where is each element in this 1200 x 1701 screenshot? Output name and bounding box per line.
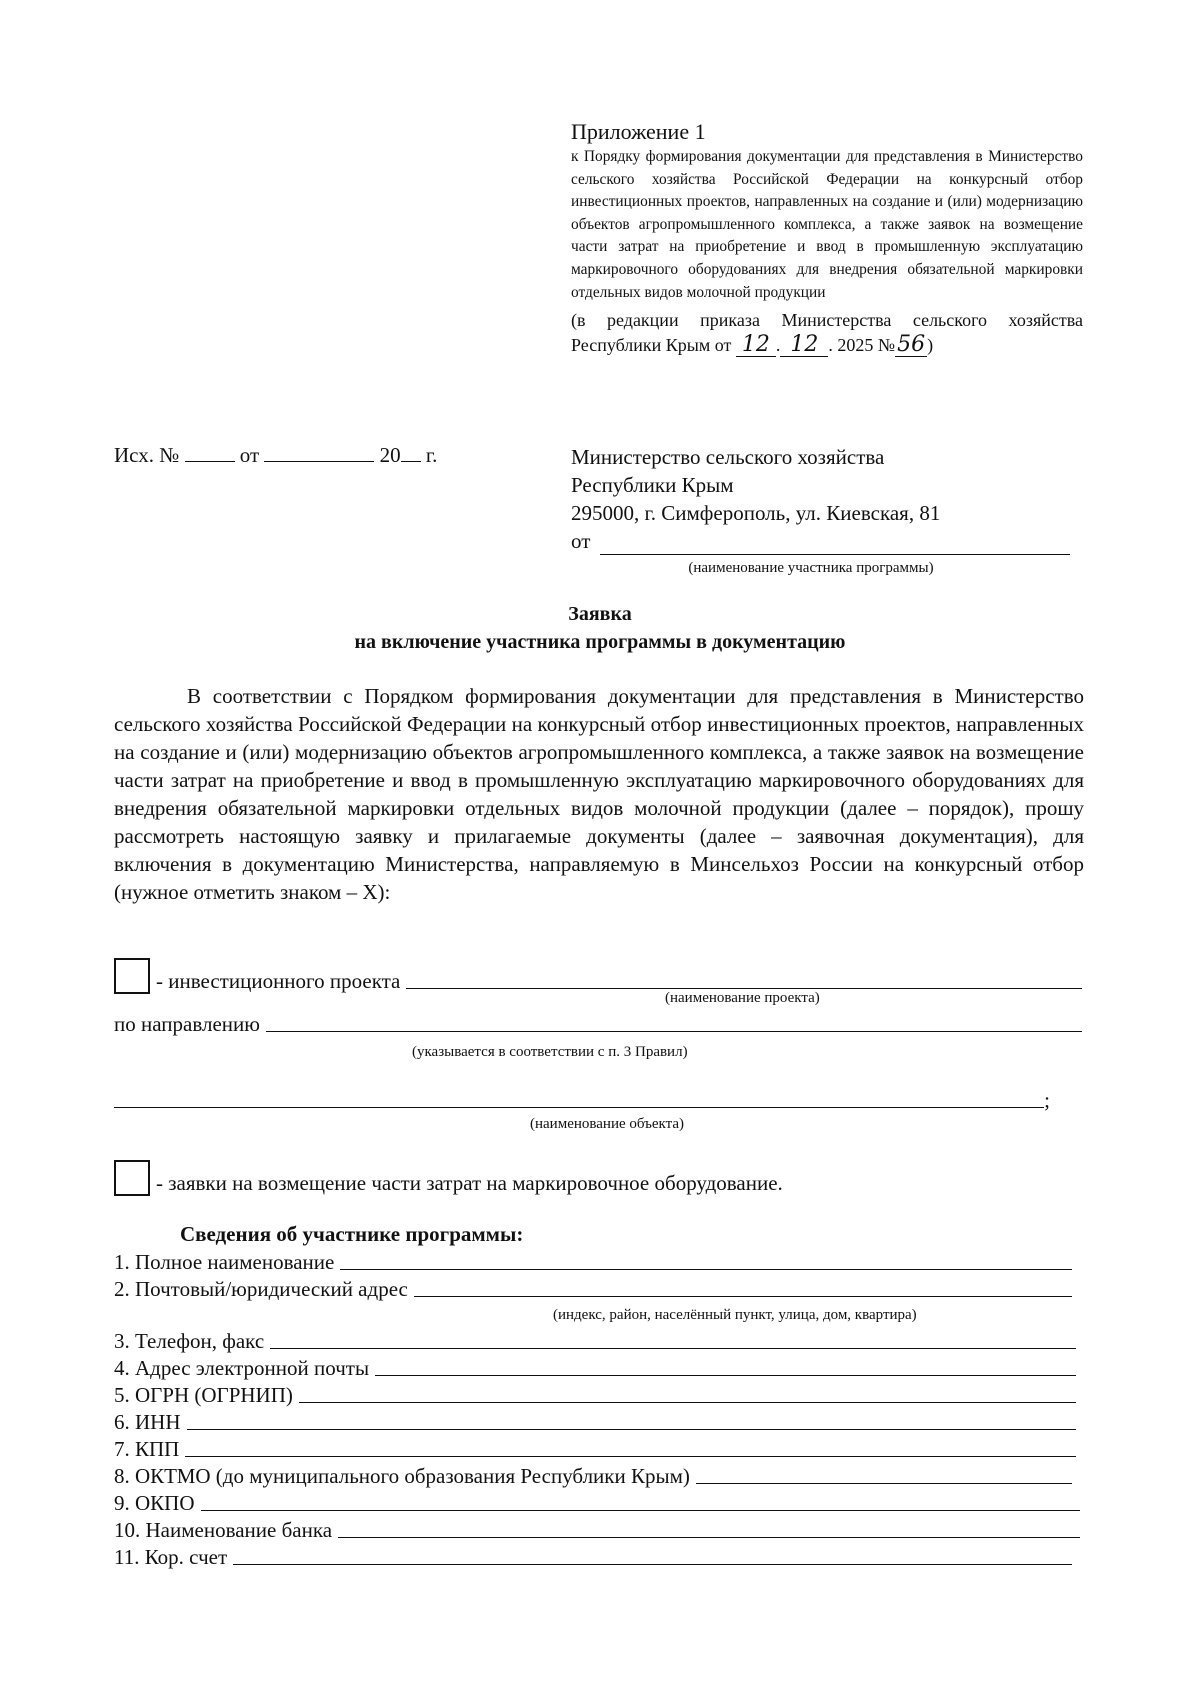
request-body-text: В соответствии с Порядком формирования документации для представления в Министерство сельского хозяйства Российской Федерации на конкурсный отбор инвестиционных проектов, направленных на создание и (или) модернизацию объектов агропромышленного комплекса, а также заявок на возмещение части затрат на приобретение и ввод в промышленную эксплуатацию маркировочного оборудованиях для внедрения обязательной маркировки отдельных видов молочной продукции (далее – порядок), прошу рассмотреть настоящую заявку и прилагаемые документы (далее – заявочная документация), для включения в документацию Министерства, направляемую в Минсельхоз России на конкурсный отбор (нужное отметить знаком – Х):	[114, 684, 1084, 904]
option-project-row	[114, 958, 1082, 994]
info-field-phone[interactable]	[270, 1347, 1076, 1349]
appendix-block	[571, 118, 1083, 358]
edition-prefix: (в редакции приказа Министерства сельского хозяйства Республики Крым от	[571, 310, 1083, 356]
info-field-full-name[interactable]	[340, 1268, 1072, 1270]
edition-suffix: )	[927, 335, 934, 356]
info-label: 4. Адрес электронной почты	[114, 1356, 370, 1380]
participant-heading: Сведения об участнике программы:	[180, 1222, 524, 1246]
info-item-6	[114, 1410, 1076, 1435]
direction-row	[114, 1012, 1082, 1037]
info-item-7	[114, 1437, 1076, 1462]
info-field-inn[interactable]	[187, 1428, 1077, 1430]
info-label: 5. ОГРН (ОГРНИП)	[114, 1383, 293, 1407]
info-label: 6. ИНН	[114, 1410, 181, 1434]
direction-caption: (указывается в соответствии с п. 3 Правил)	[412, 1044, 688, 1060]
info-field-address[interactable]	[414, 1295, 1072, 1297]
document-title-line-1: Заявка	[568, 603, 632, 625]
addressee-block	[571, 443, 1051, 555]
info-item-3	[114, 1329, 1076, 1354]
object-end: ;	[1044, 1088, 1050, 1112]
info-item-11	[114, 1545, 1072, 1570]
project-checkbox[interactable]	[114, 958, 150, 994]
info-field-ogrn[interactable]	[299, 1401, 1076, 1403]
object-name-field[interactable]	[114, 1106, 1044, 1108]
object-row	[114, 1088, 1050, 1113]
participant-name-field[interactable]	[600, 536, 1070, 555]
outgoing-g-label: г.	[425, 443, 438, 467]
info-field-email[interactable]	[375, 1374, 1076, 1376]
project-label: - инвестиционного проекта	[156, 969, 401, 993]
document-title	[0, 600, 1200, 656]
addressee-line-1: Министерство сельского хозяйства	[571, 445, 885, 469]
info-label: 8. ОКТМО (до муниципального образования Республики Крым)	[114, 1464, 690, 1488]
info-item-2	[114, 1277, 1072, 1302]
info-label: 10. Наименование банка	[114, 1518, 333, 1542]
option-compensation-row	[114, 1160, 783, 1196]
addressee-line-3: 295000, г. Симферополь, ул. Киевская, 81	[571, 501, 941, 525]
info-label: 11. Кор. счет	[114, 1545, 228, 1569]
addressee-line-2: Республики Крым	[571, 473, 734, 497]
info-field-corr-account[interactable]	[233, 1563, 1072, 1565]
info-label: 9. ОКПО	[114, 1491, 195, 1515]
project-caption: (наименование проекта)	[665, 990, 820, 1006]
direction-field[interactable]	[266, 1030, 1082, 1032]
info-label: 7. КПП	[114, 1437, 180, 1461]
outgoing-date-field[interactable]	[264, 443, 374, 462]
outgoing-number-line	[114, 443, 437, 468]
object-caption: (наименование объекта)	[530, 1116, 685, 1132]
info-field-oktmo[interactable]	[696, 1482, 1072, 1484]
appendix-body: к Порядку формирования документации для представления в Министерство сельского хозяйства Российской Федерации на конкурсный отбор инвестиционных проектов, направленных на создание и (или) модернизацию объектов агропромышленного комплекса, а также заявок на возмещение части затрат на приобретение и ввод в промышленную эксплуатацию маркировочного оборудованиях для внедрения обязательной маркировки отдельных видов молочной продукции	[571, 148, 1083, 301]
appendix-edition: (в редакции приказа Министерства сельского хозяйства Республики Крым от 12 . 12 . 2025 №56 )	[571, 310, 1083, 358]
addressee-from-line	[571, 527, 1051, 555]
addressee-from-caption: (наименование участника программы)	[688, 560, 934, 576]
info-field-bank-name[interactable]	[338, 1536, 1080, 1538]
outgoing-year-field[interactable]	[401, 443, 421, 462]
address-caption: (индекс, район, населённый пункт, улица, дом, квартира)	[553, 1307, 917, 1323]
info-field-kpp[interactable]	[185, 1455, 1076, 1457]
info-item-5	[114, 1383, 1076, 1408]
compensation-label: - заявки на возмещение части затрат на маркировочное оборудование.	[156, 1171, 783, 1195]
edition-year: 2025	[837, 335, 874, 356]
info-item-1	[114, 1250, 1072, 1275]
outgoing-no-field[interactable]	[185, 443, 235, 462]
edition-month: 12	[780, 334, 828, 357]
outgoing-no-label: Исх. №	[114, 443, 180, 467]
edition-number: 56	[897, 332, 926, 358]
edition-day: 12	[736, 334, 776, 357]
document-title-line-2: на включение участника программы в документацию	[354, 631, 846, 653]
compensation-checkbox[interactable]	[114, 1160, 150, 1196]
info-label: 1. Полное наименование	[114, 1250, 335, 1274]
info-item-8	[114, 1464, 1072, 1489]
edition-no-label: №	[877, 335, 896, 356]
direction-label: по направлению	[114, 1012, 260, 1036]
addressee-from-label: от	[571, 529, 591, 553]
appendix-title: Приложение 1	[571, 119, 706, 144]
outgoing-from-label: от	[239, 443, 260, 467]
outgoing-year-label: 20	[379, 443, 401, 467]
info-label: 2. Почтовый/юридический адрес	[114, 1277, 408, 1301]
info-label: 3. Телефон, факс	[114, 1329, 265, 1353]
info-item-9	[114, 1491, 1080, 1516]
info-field-okpo[interactable]	[201, 1509, 1080, 1511]
info-item-10	[114, 1518, 1080, 1543]
info-item-4	[114, 1356, 1076, 1381]
